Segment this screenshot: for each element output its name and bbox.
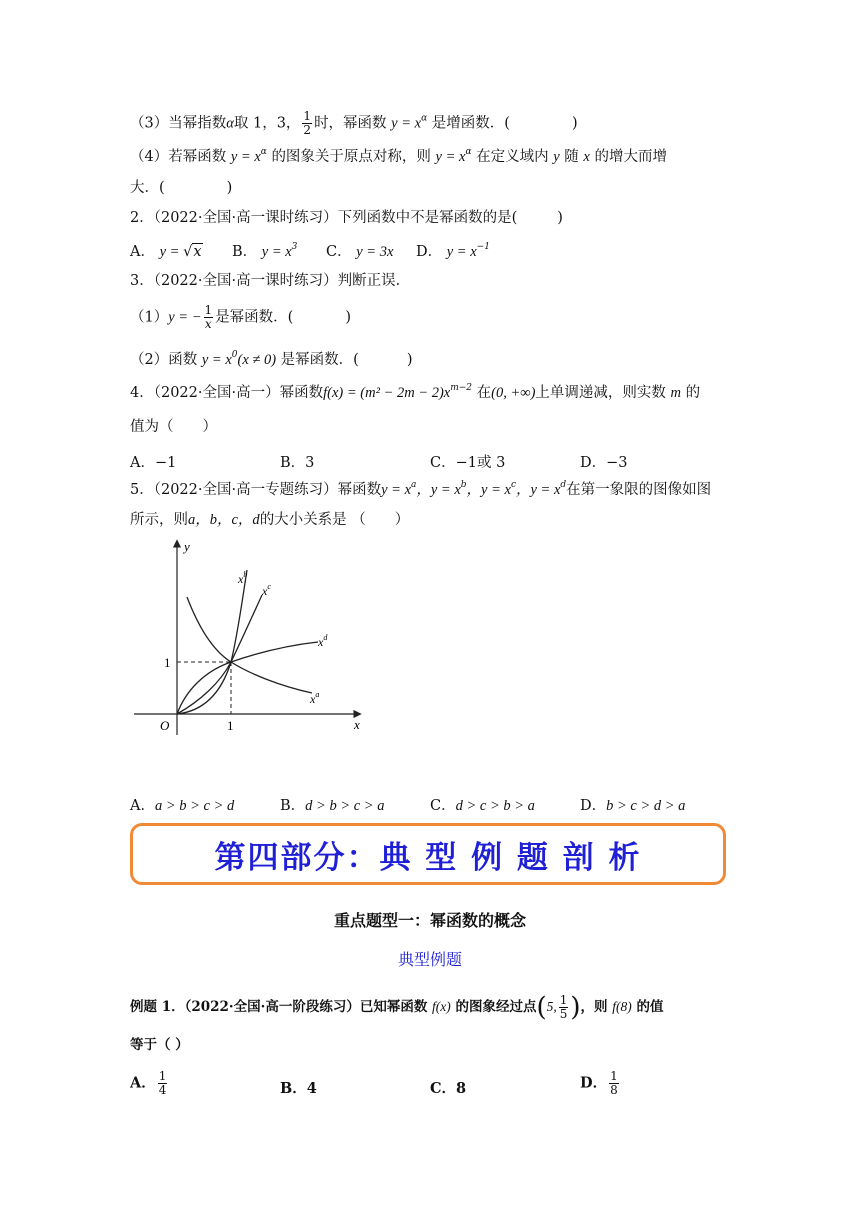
example-1-cont: 等于（ ） (130, 1037, 189, 1053)
q5-option-c[interactable]: C．d > c > b > a (430, 798, 535, 814)
origin-label: O (160, 718, 170, 733)
question-3-1: （1）y = − $\frac{1}{x}$ 是幂函数．( ) (130, 303, 351, 331)
tick-y-1: 1 (164, 655, 171, 670)
q5-option-b[interactable]: B．d > b > c > a (280, 798, 385, 814)
example-1: 例题 1．（2022·全国·高一阶段练习）已知幂函数 f(x) 的图象经过点(5, $\frac{1}{5}$ )，则 f(8) 的值 (130, 992, 664, 1023)
curve-x-d (177, 642, 318, 714)
power-function-graph (120, 535, 380, 745)
question-3-2: （2）函数 $y = x^0(x \ne 0)$ 是幂函数．( ) (130, 350, 413, 368)
question-1-4-cont: 大．( ) (130, 180, 233, 196)
ex1-option-d[interactable]: D． $\frac{1}{8}$ (580, 1069, 618, 1097)
ex1-option-c[interactable]: C．8 (430, 1080, 467, 1097)
question-1-4: （4）若幂函数 $y = x^\alpha$ 的图象关于原点对称，则 $y = x^\alpha$ 在定义域内 y 随 x 的增大而增 (130, 147, 667, 165)
question-2: 2．（2022·全国·高一课时练习）下列函数中不是幂函数的是( ) (130, 210, 563, 226)
q4-option-c[interactable]: C．−1或 3 (430, 455, 506, 471)
q4-option-d[interactable]: D．−3 (580, 455, 628, 471)
curve-x-b (177, 570, 247, 714)
q2-option-c[interactable]: C． y = 3x (326, 244, 394, 260)
label-x-a: $x^a$ (310, 690, 320, 706)
q5-option-d[interactable]: D．b > c > d > a (580, 798, 686, 814)
y-axis-label: y (184, 539, 190, 554)
q4-option-b[interactable]: B．3 (280, 455, 315, 471)
question-1-3: （3）当幂指数α取 1，3， $\frac{1}{2}$ 时，幂函数 $y = x^\alpha$ 是增函数．( ) (130, 109, 578, 137)
x-axis-label: x (354, 717, 360, 732)
section-subtitle: 典型例题 (397, 950, 462, 969)
ex1-option-a[interactable]: A． $\frac{1}{4}$ (130, 1069, 167, 1097)
label-x-c: $x^c$ (262, 582, 271, 598)
q2-option-a[interactable]: A． y = √x (130, 244, 202, 260)
q2-option-d[interactable]: D． $y = x^{-1}$ (416, 242, 490, 260)
q2-option-b[interactable]: B． $y = x^3$ (232, 242, 298, 260)
label-x-b: $x^b$ (238, 570, 248, 586)
question-4: 4．（2022·全国·高一）幂函数$f(x) = (m^2 - 2m - 2)x^{m-2}$ 在(0, +∞)上单调递减，则实数 m 的 (130, 383, 701, 401)
curve-x-c (177, 595, 262, 714)
question-5: 5．（2022·全国·高一专题练习）幂函数$y = x^a$，$y = x^b$，$y = x^c$，$y = x^d$在第一象限的图像如图 (130, 480, 712, 498)
section-title: 重点题型一：幂函数的概念 (333, 911, 526, 930)
ex1-option-b[interactable]: B．4 (280, 1080, 317, 1097)
tick-x-1: 1 (227, 718, 234, 733)
q4-option-a[interactable]: A．−1 (130, 455, 177, 471)
label-x-d: $x^d$ (318, 633, 328, 649)
question-5-cont: 所示，则a，b，c，d的大小关系是 （ ） (130, 512, 410, 528)
question-3: 3．（2022·全国·高一课时练习）判断正误． (130, 273, 411, 289)
question-4-cont: 值为（ ） (130, 419, 217, 435)
q5-option-a[interactable]: A．a > b > c > d (130, 798, 235, 814)
section-banner: 第四部分：典 型 例 题 剖 析 (130, 823, 726, 885)
